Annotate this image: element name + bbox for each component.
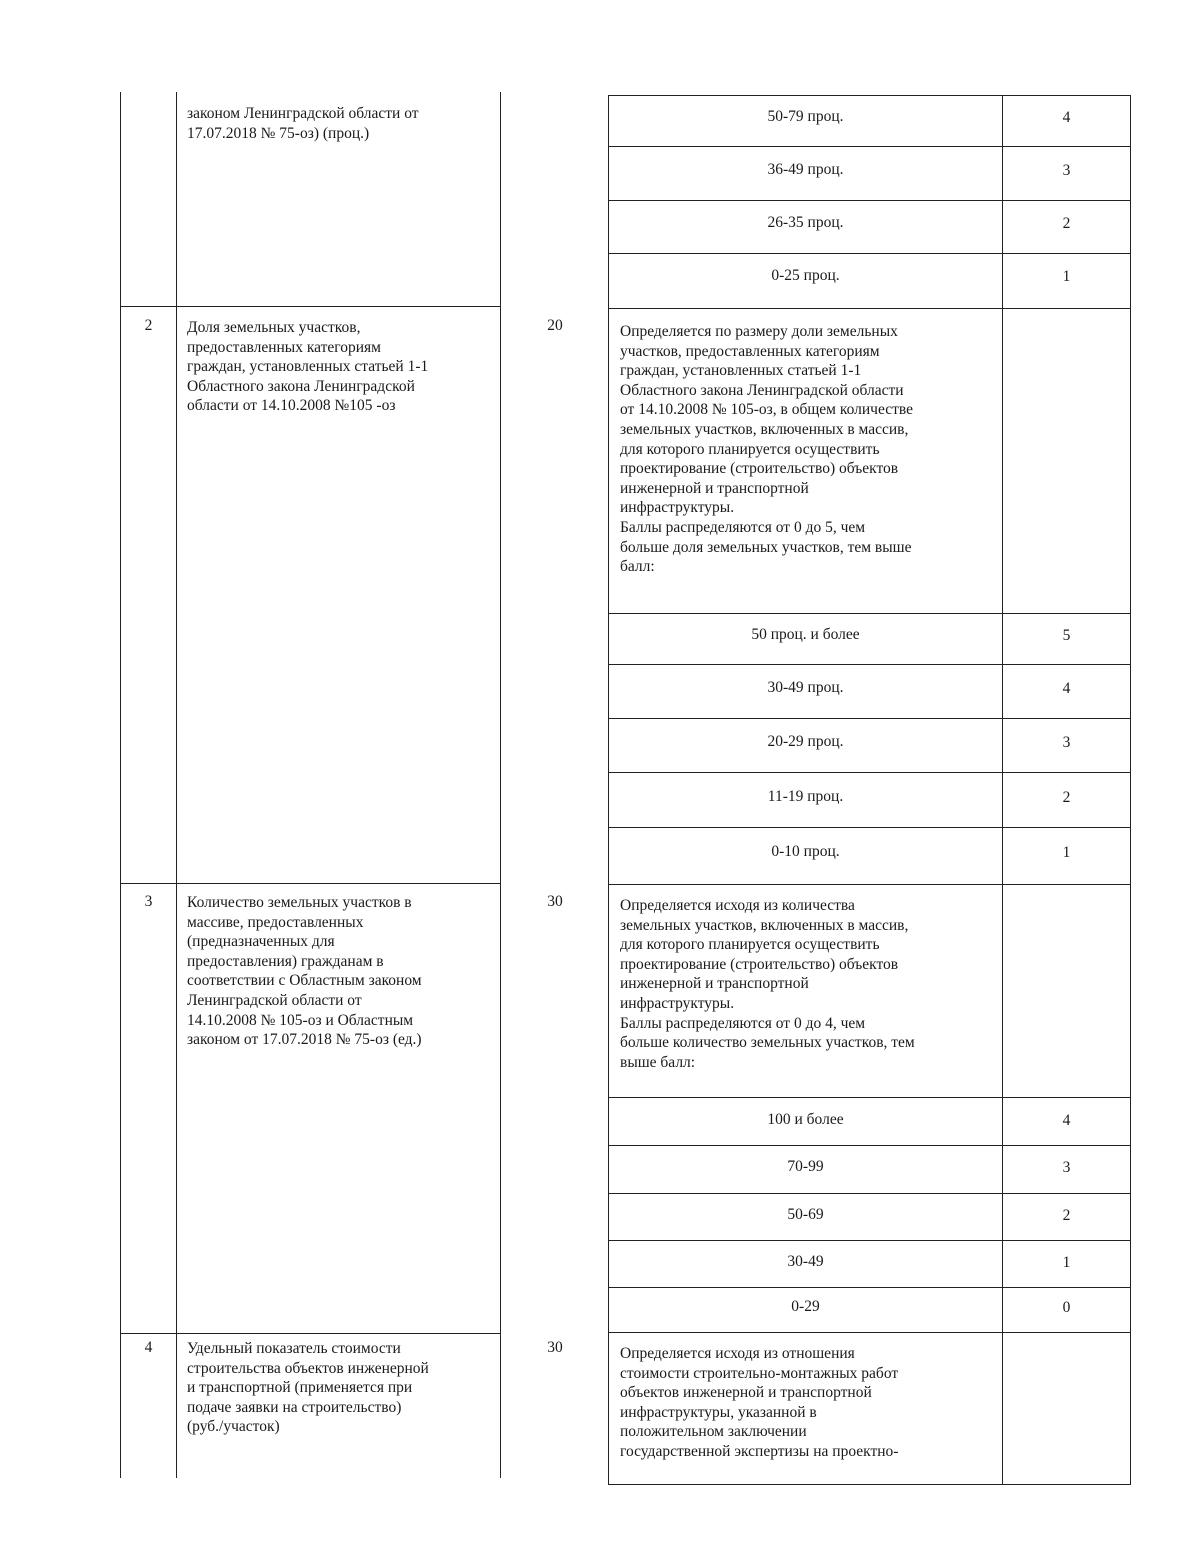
method-description: Определяется исходя из отношения стоимости строительно-монтажных работ объектов инженерной и транспортной инфраструктуры, указанной в положительном заключении государственной экспертизы на проектно- xyxy=(620,1345,899,1460)
scale-range: 30-49 проц. xyxy=(767,679,844,696)
right-table-border-top xyxy=(608,95,1131,96)
scale-separator xyxy=(608,772,1131,773)
scale-score: 5 xyxy=(1062,627,1071,644)
indicator-name: Доля земельных участков, предоставленных категориям граждан, установленных статьей 1-1 Областного закона Ленинградской области от 14.10.2008 №105 -оз xyxy=(187,319,429,415)
scale-separator xyxy=(608,1240,1131,1241)
scale-score: 3 xyxy=(1062,1159,1071,1176)
method-description: Определяется исходя из количества земельных участков, включенных в массив, для которого планируется осуществить проектирование (строительство) объектов инженерной и транспортной инфраструктуры. Баллы распределяются от 0 до 4, чем больше количество земельных участков, тем выше балл: xyxy=(620,897,915,1071)
scale-range: 11-19 проц. xyxy=(767,788,844,805)
indicator-weight: 30 xyxy=(547,1339,563,1356)
scale-range: 30-49 xyxy=(787,1253,824,1270)
scale-score: 2 xyxy=(1062,215,1071,232)
row-separator xyxy=(608,1332,1131,1333)
scale-separator xyxy=(608,1287,1131,1288)
method-description: Определяется по размеру доли земельных участков, предоставленных категориям граждан, установленных статьей 1-1 Областного закона Ленинградской области от 14.10.2008 № 105-оз, в общем количестве земельных участков, включенных в массив, для которого планируется осуществить проектирование (строительство) объектов инженерной и транспортной инфраструктуры. Баллы распределяются от 0 до 5, чем больше доля земельных участков, тем выше балл: xyxy=(620,323,913,576)
scale-separator xyxy=(608,1145,1131,1146)
scale-separator xyxy=(608,664,1131,665)
left-row-separator xyxy=(120,1333,501,1334)
scale-score: 1 xyxy=(1062,1254,1071,1271)
indicator-name: Количество земельных участков в массиве, предоставленных (предназначенных для предоставления) гражданам в соответствии с Областным законом Ленинградской области от 14.10.2008 № 105-оз и Областным законом от 17.07.2018 № 75-оз (ед.) xyxy=(187,894,422,1049)
indicator-weight: 30 xyxy=(547,893,563,910)
scale-score: 3 xyxy=(1062,162,1071,179)
row-number: 2 xyxy=(144,317,153,334)
left-row-separator xyxy=(120,306,501,307)
scale-separator xyxy=(608,1097,1131,1098)
scale-range: 26-35 проц. xyxy=(767,214,844,231)
right-table-border-bottom xyxy=(608,1484,1131,1485)
scale-score: 4 xyxy=(1062,1112,1071,1129)
scale-score: 0 xyxy=(1062,1299,1071,1316)
scale-range: 36-49 проц. xyxy=(767,161,844,178)
scale-range: 0-10 проц. xyxy=(771,843,840,860)
scale-range: 100 и более xyxy=(767,1111,844,1128)
scale-separator xyxy=(608,1193,1131,1194)
row-number: 4 xyxy=(144,1339,153,1356)
scale-range: 0-25 проц. xyxy=(771,267,840,284)
scale-score: 3 xyxy=(1062,734,1071,751)
scale-score: 1 xyxy=(1062,844,1071,861)
scale-separator xyxy=(608,253,1131,254)
row-separator xyxy=(608,308,1131,309)
row-number: 3 xyxy=(144,893,153,910)
scale-range: 50-69 xyxy=(787,1206,824,1223)
scale-range: 50-79 проц. xyxy=(767,108,844,125)
left-row-separator xyxy=(120,883,501,884)
scale-score: 4 xyxy=(1062,109,1071,126)
left-table-border-left xyxy=(120,92,121,1478)
scale-separator xyxy=(608,827,1131,828)
scale-range: 0-29 xyxy=(791,1298,820,1315)
indicator-name: законом Ленинградской области от 17.07.2018 № 75-оз) (проц.) xyxy=(187,105,419,142)
scale-score: 2 xyxy=(1062,1207,1071,1224)
scale-score: 1 xyxy=(1062,268,1071,285)
row-separator xyxy=(608,884,1131,885)
indicator-name: Удельный показатель стоимости строительства объектов инженерной и транспортной (применяется при подаче заявки на строительство) (руб./участок) xyxy=(187,1340,429,1436)
scale-range: 70-99 xyxy=(787,1158,824,1175)
scale-separator xyxy=(608,718,1131,719)
scale-separator xyxy=(608,200,1131,201)
scale-range: 50 проц. и более xyxy=(751,626,860,643)
left-table-divider-1 xyxy=(176,92,177,1478)
left-table-divider-2 xyxy=(500,92,501,1478)
scale-score: 4 xyxy=(1062,680,1071,697)
scale-separator xyxy=(608,146,1131,147)
indicator-weight: 20 xyxy=(547,317,563,334)
scale-separator xyxy=(608,613,1131,614)
scale-score: 2 xyxy=(1062,789,1071,806)
right-table-border-right xyxy=(1130,95,1131,1485)
scale-range: 20-29 проц. xyxy=(767,733,844,750)
